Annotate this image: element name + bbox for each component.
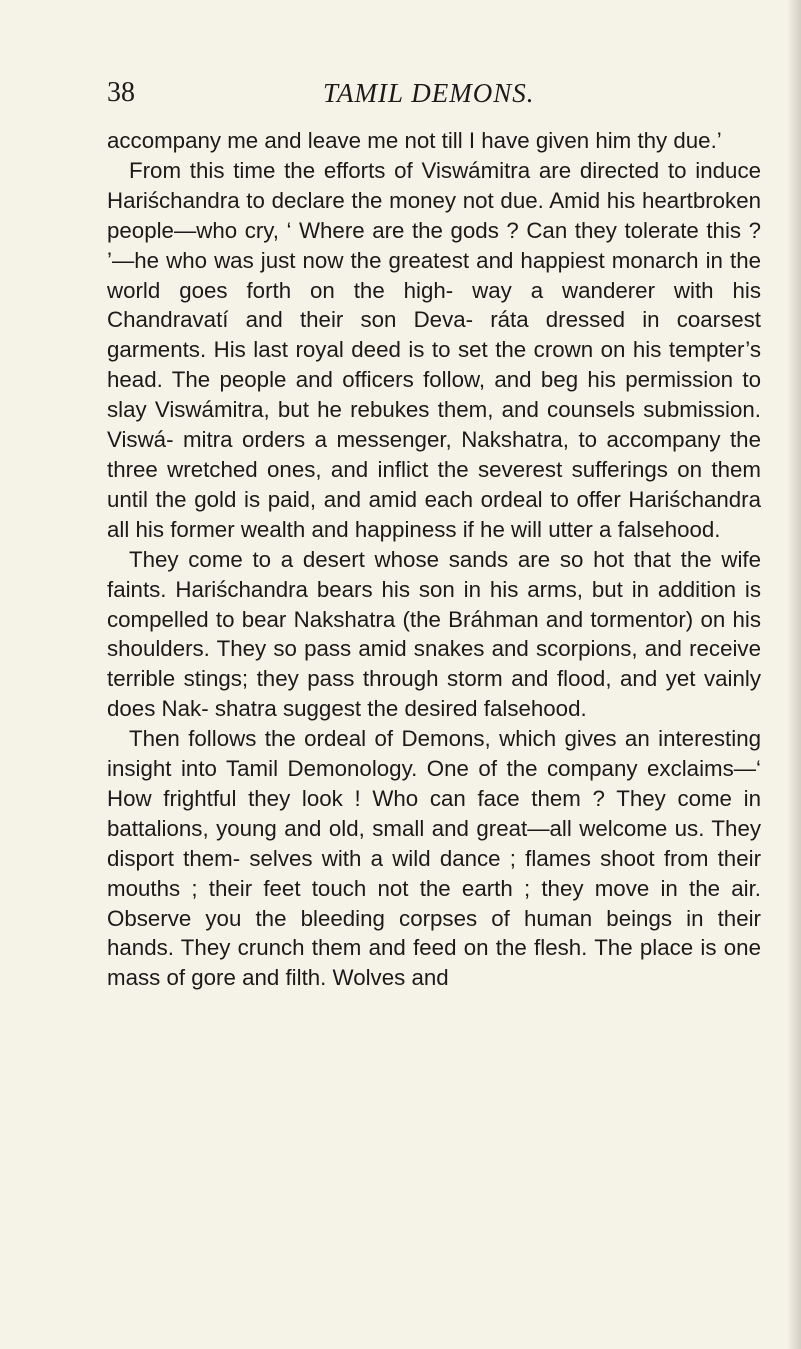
- running-title: TAMIL DEMONS.: [323, 78, 535, 108]
- paragraph: accompany me and leave me not till I have given him thy due.’: [107, 128, 722, 153]
- page-number: 38: [107, 77, 135, 108]
- body-text: [107, 126, 761, 993]
- paragraph: Then follows the ordeal of Demons, which gives an interesting insight into Tamil Demonology. One of the company exclaims—‘ How frightful they look ! Who can face them ? They come in battalions, young and old, small and great—all welcome us. They disport them- selves with a wild dance ; flames shoot from their mouths ; their feet touch not the earth ; they move in the air. Observe you the bleeding corpses of human beings in their hands. They crunch them and feed on the flesh. The place is one mass of gore and filth. Wolves and: [107, 726, 761, 991]
- paragraph: From this time the efforts of Viswámitra are directed to induce Hariśchandra to declare the money not due. Amid his heartbroken people—who cry, ‘ Where are the gods ? Can they tolerate this ? ’—he who was just now the greatest and happiest monarch in the world goes forth on the high- way a wanderer with his Chandravatí and their son Deva- ráta dressed in coarsest garments. His last royal deed is to set the crown on his tempter’s head. The people and officers follow, and beg his permission to slay Viswámitra, but he rebukes them, and counsels submission. Viswá- mitra orders a messenger, Nakshatra, to accompany the three wretched ones, and inflict the severest sufferings on them until the gold is paid, and amid each ordeal to offer Hariśchandra all his former wealth and happiness if he will utter a falsehood.: [107, 157, 761, 542]
- page-edge-shadow: [787, 0, 801, 1349]
- page-header: [107, 76, 767, 116]
- paragraph: They come to a desert whose sands are so hot that the wife faints. Hariśchandra bears his son in his arms, but in addition is compelled to bear Nakshatra (the Bráhman and tormentor) on his shoulders. They so pass amid snakes and scorpions, and receive terrible stings; they pass through storm and flood, and yet vainly does Nak- shatra suggest the desired falsehood.: [107, 546, 761, 722]
